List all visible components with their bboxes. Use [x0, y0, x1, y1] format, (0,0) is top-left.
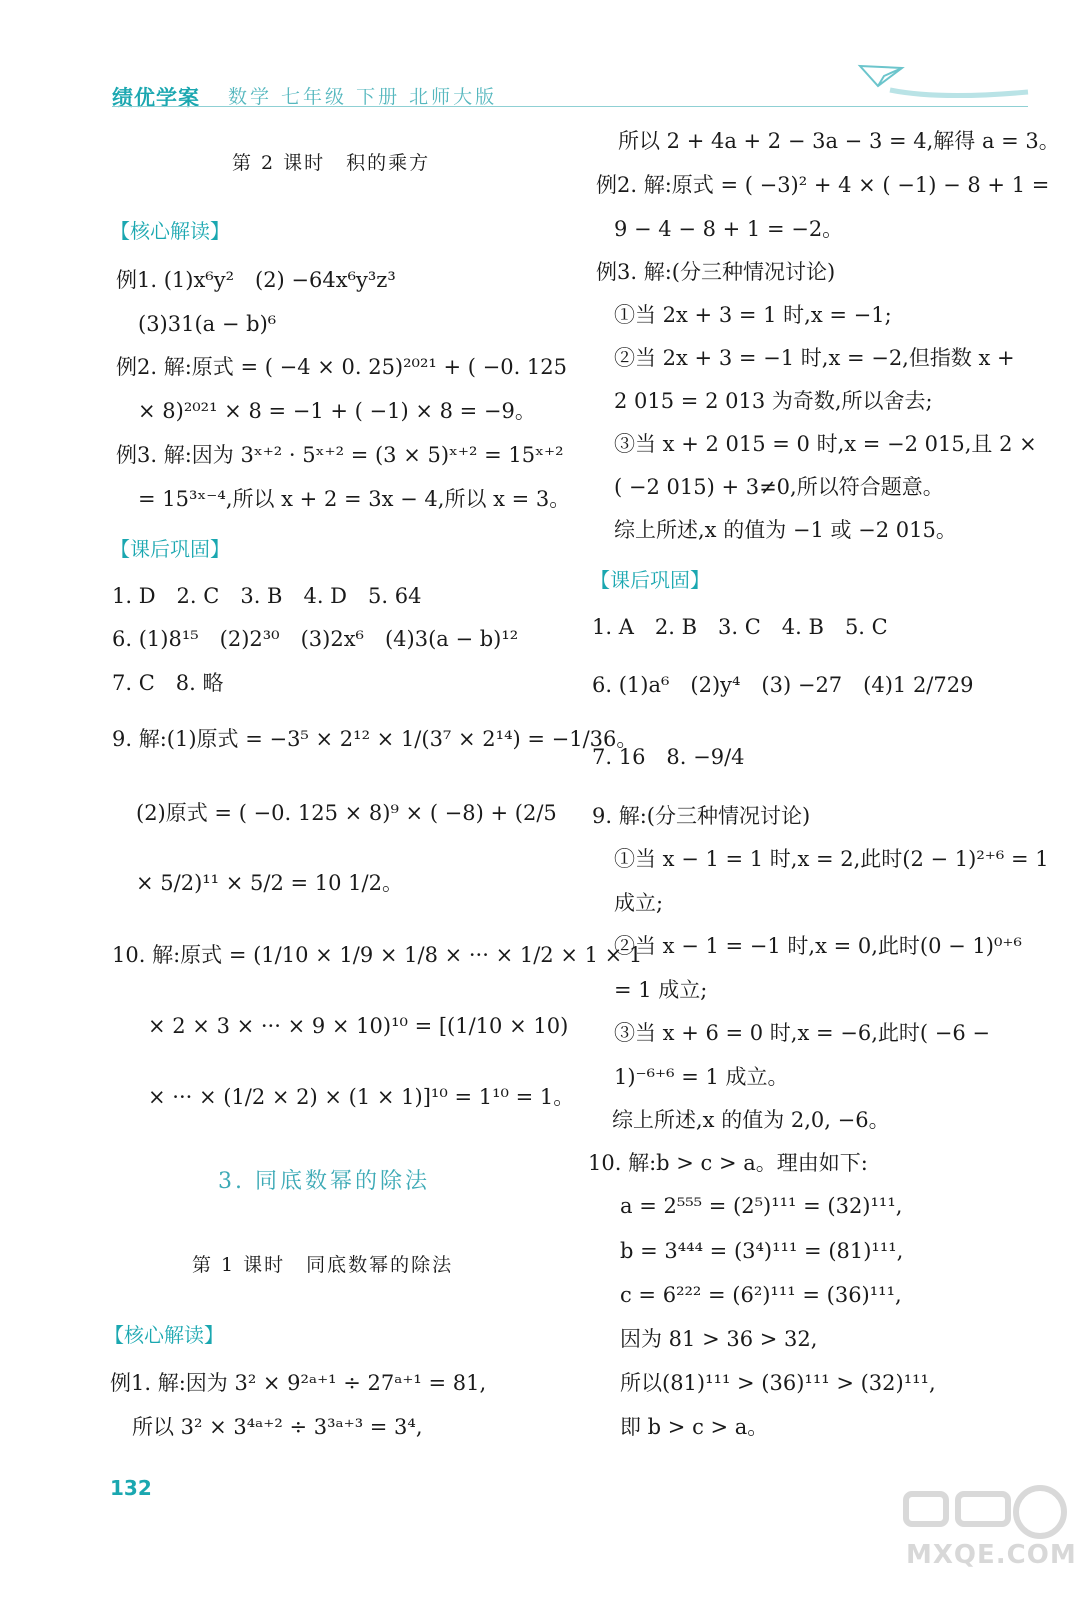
lesson-title: 第 2 课时 积的乘方 [232, 152, 431, 174]
section-practice: 【课后巩固】 [110, 537, 230, 561]
text-line: ③当 x + 2 015 = 0 时,x = −2 015,且 2 × [614, 432, 1037, 456]
text-line: 综上所述,x 的值为 2,0, −6。 [612, 1108, 890, 1132]
chapter-heading: 3. 同底数幂的除法 [218, 1169, 430, 1194]
text-line: 例1. 解:因为 3² × 9²ᵃ⁺¹ ÷ 27ᵃ⁺¹ = 81, [110, 1371, 487, 1395]
text-line: 综上所述,x 的值为 −1 或 −2 015。 [614, 518, 957, 542]
text-line: 1. D 2. C 3. B 4. D 5. 64 [112, 584, 422, 608]
text-line: = 15³ˣ⁻⁴,所以 x + 2 = 3x − 4,所以 x = 3。 [138, 487, 571, 511]
text-line: × 2 × 3 × ··· × 9 × 10)¹⁰ = [(1/10 × 10) [148, 1014, 569, 1038]
text-line: 6. (1)a⁶ (2)y⁴ (3) −27 (4)1 2/729 [592, 673, 974, 697]
text-line: 例3. 解:因为 3ˣ⁺² · 5ˣ⁺² = (3 × 5)ˣ⁺² = 15ˣ⁺² [116, 443, 564, 467]
text-line: 所以 3² × 3⁴ᵃ⁺² ÷ 3³ᵃ⁺³ = 3⁴, [132, 1415, 423, 1439]
text-line: 例2. 解:原式 = ( −4 × 0. 25)²⁰²¹ + ( −0. 125 [116, 355, 568, 379]
text-line: 例3. 解:(分三种情况讨论) [596, 260, 836, 284]
text-line: 因为 81 > 36 > 32, [620, 1327, 818, 1351]
text-line: 9. 解:(分三种情况讨论) [592, 804, 811, 828]
text-line: 9. 解:(1)原式 = −3⁵ × 2¹² × 1/(3⁷ × 2¹⁴) = −1/36。 [112, 727, 638, 751]
text-line: c = 6²²² = (6²)¹¹¹ = (36)¹¹¹, [620, 1283, 902, 1307]
text-line: 成立; [614, 891, 664, 915]
text-line: 2 015 = 2 013 为奇数,所以舍去; [614, 389, 933, 413]
text-line: 1)⁻⁶⁺⁶ = 1 成立。 [614, 1065, 789, 1089]
text-line: 所以(81)¹¹¹ > (36)¹¹¹ > (32)¹¹¹, [620, 1371, 936, 1395]
text-line: ②当 2x + 3 = −1 时,x = −2,但指数 x + [614, 346, 1015, 370]
text-line: 7. C 8. 略 [112, 671, 224, 695]
text-line: 即 b > c > a。 [620, 1415, 769, 1439]
section-core: 【核心解读】 [110, 219, 230, 243]
text-line: = 1 成立; [614, 978, 708, 1002]
text-line: (3)31(a − b)⁶ [138, 312, 277, 336]
lesson-title: 第 1 课时 同底数幂的除法 [192, 1254, 454, 1276]
text-line: × ··· × (1/2 × 2) × (1 × 1)]¹⁰ = 1¹⁰ = 1。 [148, 1085, 575, 1109]
text-line: ( −2 015) + 3≠0,所以符合题意。 [614, 475, 944, 499]
paper-plane-icon [850, 56, 1030, 111]
text-line: ①当 2x + 3 = 1 时,x = −1; [614, 303, 892, 327]
text-line: ②当 x − 1 = −1 时,x = 0,此时(0 − 1)⁰⁺⁶ [614, 934, 1022, 958]
section-practice: 【课后巩固】 [590, 568, 710, 592]
text-line: ③当 x + 6 = 0 时,x = −6,此时( −6 − [614, 1021, 991, 1045]
text-line: 例1. (1)x⁶y² (2) −64x⁶y³z³ [116, 268, 396, 292]
watermark-text: MXQE.COM [906, 1540, 1077, 1570]
text-line: ①当 x − 1 = 1 时,x = 2,此时(2 − 1)²⁺⁶ = 1 [614, 847, 1049, 871]
text-line: 10. 解:原式 = (1/10 × 1/9 × 1/8 × ··· × 1/2 × 1 × 1 [112, 943, 643, 967]
text-line: 7. 16 8. −9/4 [592, 745, 745, 769]
text-line: b = 3⁴⁴⁴ = (3⁴)¹¹¹ = (81)¹¹¹, [620, 1239, 904, 1263]
text-line: 例2. 解:原式 = ( −3)² + 4 × ( −1) − 8 + 1 = [596, 173, 1050, 197]
text-line: 1. A 2. B 3. C 4. B 5. C [592, 615, 888, 639]
text-line: 9 − 4 − 8 + 1 = −2。 [614, 217, 844, 241]
text-line: × 5/2)¹¹ × 5/2 = 10 1/2。 [136, 871, 403, 895]
text-line: (2)原式 = ( −0. 125 × 8)⁹ × ( −8) + (2/5 [136, 801, 557, 825]
text-line: × 8)²⁰²¹ × 8 = −1 + ( −1) × 8 = −9。 [138, 399, 536, 423]
brand-logo: 绩优学案 [112, 86, 200, 110]
text-line: 所以 2 + 4a + 2 − 3a − 3 = 4,解得 a = 3。 [618, 129, 1060, 153]
book-subtitle: 数学 七年级 下册 北师大版 [228, 86, 498, 108]
watermark-logo [900, 1482, 1070, 1592]
page-number: 132 [110, 1476, 152, 1500]
text-line: 10. 解:b > c > a。理由如下: [588, 1151, 868, 1175]
text-line: a = 2⁵⁵⁵ = (2⁵)¹¹¹ = (32)¹¹¹, [620, 1194, 903, 1218]
text-line: 6. (1)8¹⁵ (2)2³⁰ (3)2x⁶ (4)3(a − b)¹² [112, 627, 519, 651]
section-core: 【核心解读】 [104, 1323, 224, 1347]
